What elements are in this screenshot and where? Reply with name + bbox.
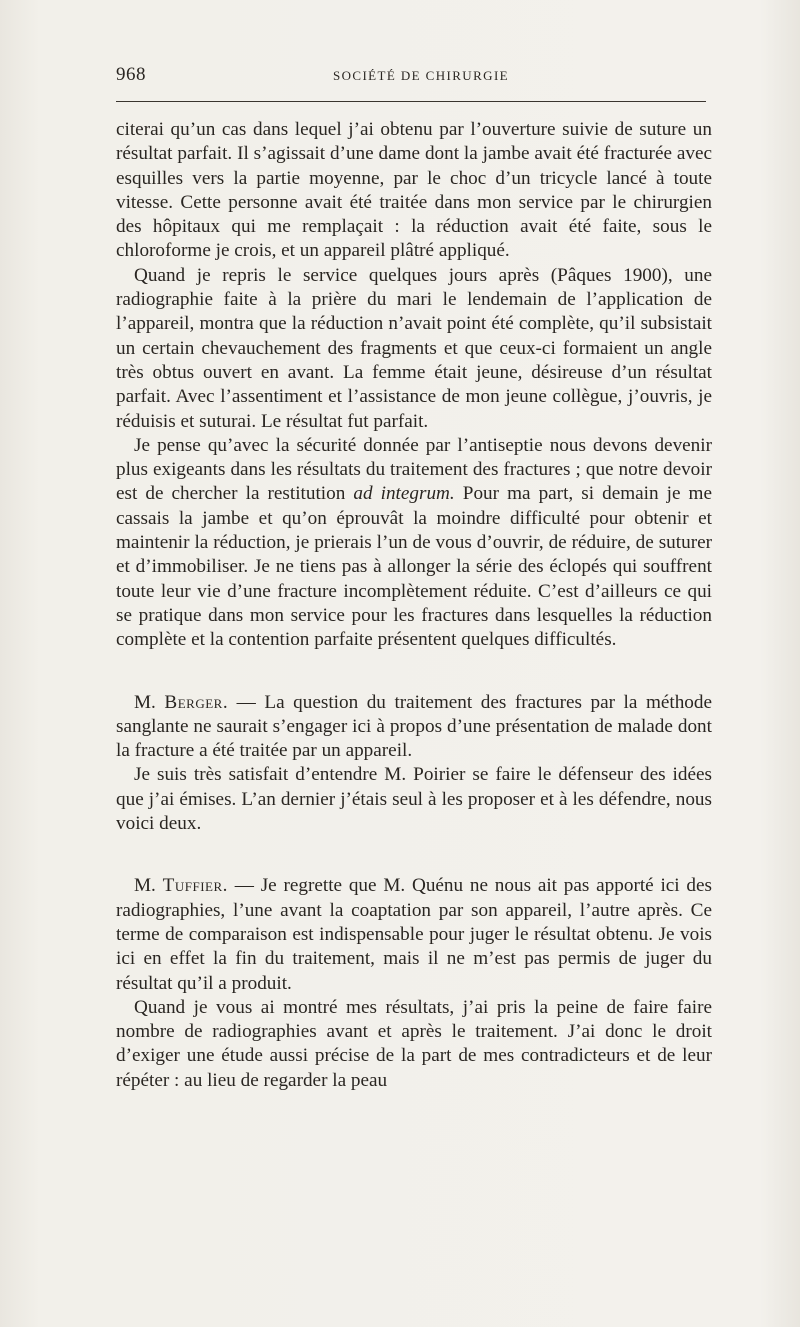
tuffier-paragraph-2: Quand je vous ai montré mes résultats, j’ai pris la peine de faire faire nombre de radiographies avant et après le traitement. J’ai donc le droit d’exiger une étude aussi précise de la part de mes contradicteurs et de leur répéter : au lieu de regarder la peau <box>116 996 712 1091</box>
tuffier-text: — Je regrette que M. Quénu ne nous ait pas apporté ici des radiographies, l’une avant la coaptation par son appareil, l’autre après. Ce terme de comparaison est indispensable pour juger le résultat obtenu. Je vois ici en effet la fin du traitement, mais il ne m’est pas permis de juger du résultat qu’il a produit. <box>116 875 712 994</box>
paragraph-3-part-1: Je pense qu’avec la sécurité donnée par l’antiseptie nous devons devenir plus exigeants dans les résultats du traitement des fractures ; que notre devoir est de chercher la restitution <box>116 434 712 505</box>
paragraph-1: citerai qu’un cas dans lequel j’ai obtenu par l’ouverture suivie de suture un résultat parfait. Il s’agissait d’une dame dont la jambe avait été fracturée avec esquilles vers la partie moyenne, par le choc d’un tricycle lancé à toute vitesse. Cette personne avait été traitée dans mon service par le chirurgien des hôpitaux qui me remplaçait : la réduction avait été faite, sous le chloroforme je crois, et un appareil plâtré appliqué. <box>116 119 712 262</box>
berger-paragraph-2: Je suis très satisfait d’entendre M. Poirier se faire le défenseur des idées que j’ai émises. L’an dernier j’étais seul à les proposer et à les défendre, nous voici deux. <box>116 764 712 835</box>
tuffier-remarks <box>116 874 712 1093</box>
tuffier-paragraph-1 <box>116 874 712 995</box>
italic-phrase: ad integrum. <box>353 483 455 505</box>
berger-text: — La question du traitement des fractures par la méthode sanglante ne saurait s’engager ici à propos d’une présentation de malade dont la fracture a été traitée par un appareil. <box>116 691 713 762</box>
header-rule <box>116 101 706 102</box>
speaker-prefix: M. <box>134 691 165 713</box>
body-text <box>116 118 712 1093</box>
running-title: SOCIÉTÉ DE CHIRURGIE <box>332 68 510 83</box>
berger-remarks <box>116 691 712 837</box>
paragraph-3 <box>116 434 712 653</box>
page-number: 968 <box>116 64 146 85</box>
speaker-prefix: M. <box>134 875 163 897</box>
page-header <box>116 60 712 90</box>
paragraph-3-part-2: Pour ma part, si demain je me cassais la jambe et qu’on éprouvât la moindre difficulté pour obtenir et maintenir la réduction, je prierais l’un de vous d’ouvrir, de réduire, de suturer et d’immobiliser. Je ne tiens pas à allonger la série des éclopés qui souffrent toute leur vie d’une fracture incomplètement réduite. C’est d’ailleurs ce qui se pratique dans mon service pour les fractures dans lesquelles la réduction complète et la contention parfaite présentent quelques difficultés. <box>116 483 712 651</box>
speaker-name-berger: Berger. <box>164 691 229 713</box>
berger-paragraph-1 <box>116 691 712 764</box>
paragraph-2: Quand je repris le service quelques jours après (Pâques 1900), une radiographie faite à la prière du mari le lendemain de l’application de l’appareil, montra que la réduction n’avait point été complète, qu’il subsistait un certain chevauchement des fragments et que ceux-ci formaient un angle très obtus ouvert en avant. La femme était jeune, désireuse d’un résultat parfait. Avec l’assentiment et l’assistance de mon jeune collègue, j’ouvris, je réduisis et suturai. Le résultat fut parfait. <box>116 264 712 432</box>
speaker-name-tuffier: Tuffier. <box>162 875 228 897</box>
